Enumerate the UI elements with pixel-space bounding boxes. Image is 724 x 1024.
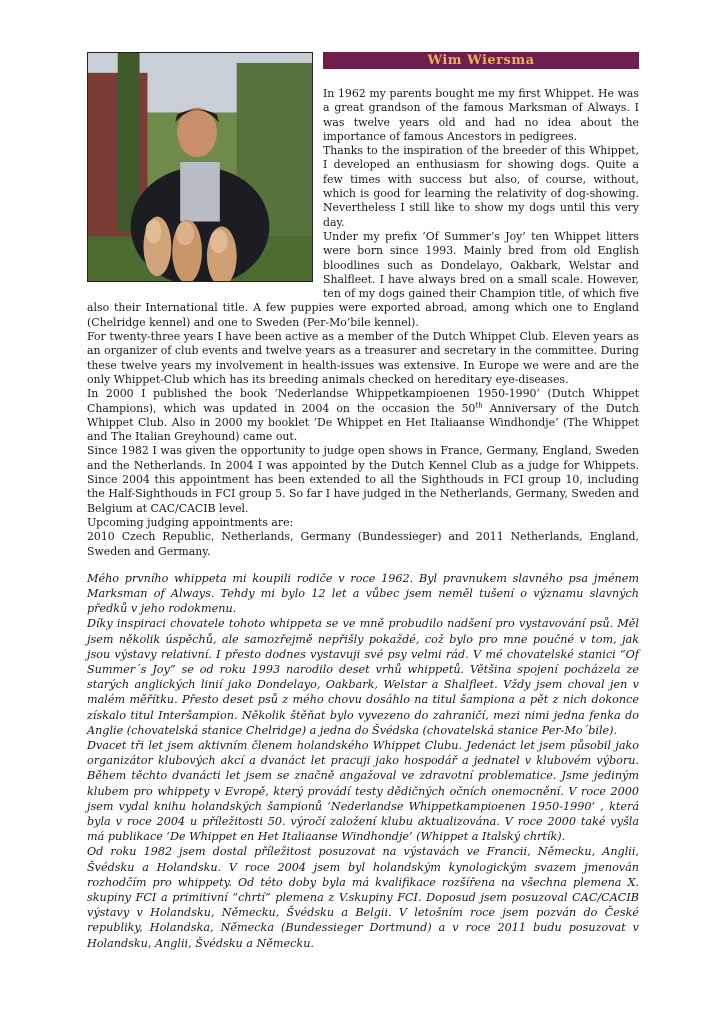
portrait-photo bbox=[87, 52, 313, 282]
czech-paragraph: Od roku 1982 jsem dostal příležitost posuzovat na výstavách ve Francii, Německu, Anglii, Švédsku a Holandsku. V roce 2004 jsem byl holandským kynologickým svazem jmenován rozhodčím pro whippety. Od této doby byla má kvalifikace rozšířena na všechna plemena X. skupiny FCI a primitivní “chrtí” plemena z V.skupiny FCI. Doposud jsem posuzoval CAC/CACIB výstavy v Holandsku, Německu, Švédsku a Belgii. V letošním roce jsem pozván do České republiky, Holandska, Německa (Bundessieger Dortmund) a v roce 2011 budu posuzovat v Holandsku, Anglii, Švédsku a Německu. bbox=[87, 845, 639, 950]
paragraph bbox=[87, 387, 639, 444]
czech-paragraph: Mého prvního whippeta mi koupili rodiče v roce 1962. Byl pravnukem slavného psa jménem Marksman of Always. Tehdy mi bylo 12 let a vůbec jsem neměl tušení o významu slavných předků v jeho rodokmenu. bbox=[87, 571, 639, 616]
paragraph: 2010 Czech Republic, Netherlands, Germany (Bundessieger) and 2011 Netherlands, England, Sweden and Germany. bbox=[87, 530, 639, 558]
czech-paragraph: Dvacet tři let jsem aktivním členem holandského Whippet Clubu. Jedenáct let jsem působil jako organizátor klubových akcí a dvanáct let pracuji jako hospodář a jednatel v klubovém výboru. Během těchto dvanácti let jsem se značně angažoval ve zdravotní problematice. Jsme jediným klubem pro whippety v Evropě, který provádí testy dědičných očních onemocnění. V roce 2000 jsem vydal knihu holandských šampionů ‘Nederlandse Whippetkampioenen 1950-1990’ , která byla v roce 2004 u příležitosti 50. výročí založení klubu aktualizována. V roce 2000 také vyšla má publikace ‘De Whippet en Het Italiaanse Windhondje’ (Whippet a Italský chrtík). bbox=[87, 739, 639, 844]
czech-section bbox=[87, 571, 639, 951]
article bbox=[87, 52, 639, 951]
paragraph: In 1962 my parents bought me my first Whippet. He was a great grandson of the famous Marksman of Always. I was twelve years old and had no idea about the importance of famous Ancestors in pedigrees. bbox=[323, 87, 639, 143]
book-text-after: Anniversary of the Dutch Whippet Club. Also in 2000 my booklet ‘De Whippet en Het Italiaanse Windhondje’ (The Whippet and The Italian Greyhound) came out. bbox=[87, 401, 639, 444]
ordinal-suffix: th bbox=[475, 400, 483, 409]
czech-paragraph: Díky inspiraci chovatele tohoto whippeta se ve mně probudilo nadšení pro vystavování psů. Měl jsem několik úspěchů, ale samozřejmě nepřišly pokaždé, což bylo pro mne poučné v tom, jak jsou výstavy relativní. I přesto dodnes vystavuji své psy velmi rád. V mé chovatelské stanici “Of Summer´s Joy” se od roku 1993 narodilo deset vrhů whippetů. Většina spojení pocházela ze starých anglických linií jako Dondelayo, Oakbark, Welstar a Shalfleet. Vždy jsem choval jen v malém měřítku. Přesto deset psů z mého chovu dosáhlo na titul šampiona a pět z nich dokonce získalo titul Interšampion. Několik štěňat bylo vyvezeno do zahraničí, mezi nimi jedna fenka do Anglie (chovatelská stanice Chelridge) a jedna do Švédska (chovatelská stanice Per-Mo´bile). bbox=[87, 617, 639, 737]
paragraph: Since 1982 I was given the opportunity to judge open shows in France, Germany, England, Sweden and the Netherlands. In 2004 I was appointed by the Dutch Kennel Club as a judge for Whippets. Since 2004 this appointment has been extended to all the Sighthouds in FCI group 10, including the Half-Sighthouds in FCI group 5. So far I have judged in the Netherlands, Germany, Sweden and Belgium at CAC/CACIB level. bbox=[87, 444, 639, 515]
book-text-before: In 2000 I published the book ‘Nederlandse Whippetkampioenen 1950-1990’ (Dutch Whippet Champions), which was updated in 2004 on the occasion the 50 bbox=[87, 387, 639, 415]
paragraph: Upcoming judging appointments are: bbox=[87, 515, 294, 529]
photo-man-with-three-whippets-icon bbox=[88, 53, 312, 281]
paragraph: Thanks to the inspiration of the breeder of this Whippet, I developed an enthusiasm for showing dogs. Quite a few times with success but also, of course, without, which is good for learning the relativity of dog-showing. Nevertheless I still like to show my dogs until this very day. bbox=[323, 144, 639, 229]
paragraph: Under my prefix ‘Of Summer’s Joy’ ten Whippet litters were born since 1993. Mainly bred from old English bloodlines such as Dondelayo, Oakbark, Welstar and Shalfleet. I have always bred on a small scale. However, ten of my dogs gained their Champion title, of which five also their International title. A few puppies were exported abroad, among which one to England (Chelridge kennel) and one to Sweden (Per-Mo’bile kennel). bbox=[87, 229, 639, 329]
paragraph: For twenty-three years I have been active as a member of the Dutch Whippet Club. Eleven years as an organizer of club events and twelve years as a treasurer and secretary in the committee. During these twelve years my involvement in health-issues was extensive. In Europe we were and are the only Whippet-Club which has its breeding animals checked on hereditary eye-diseases. bbox=[87, 330, 639, 386]
page-title: Wim Wiersma bbox=[323, 52, 639, 69]
